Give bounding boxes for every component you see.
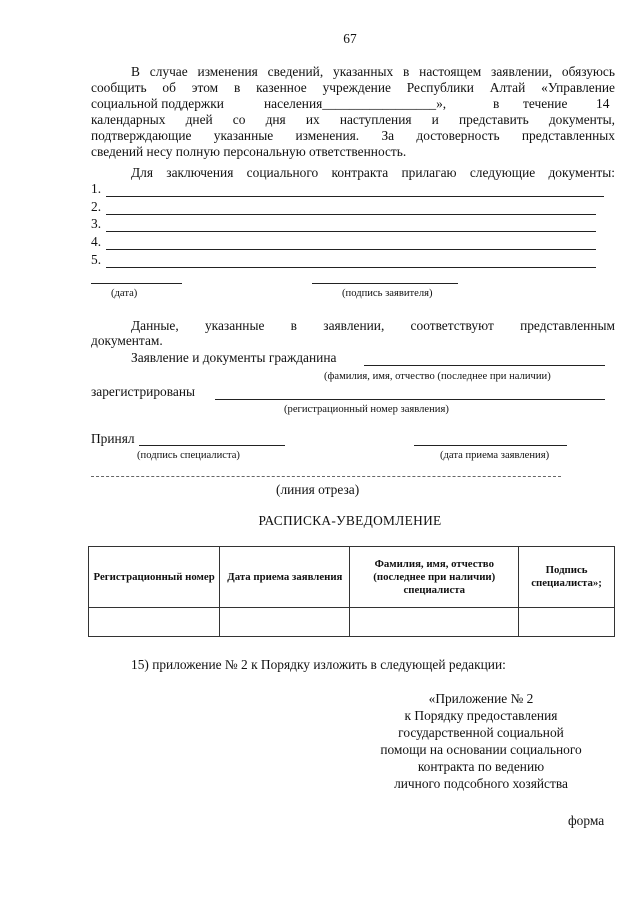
signature-line bbox=[312, 283, 458, 284]
paragraph1-line1: В случае изменения сведений, указанных в настоящем заявлении, обязуюсь bbox=[131, 64, 615, 79]
table-row bbox=[89, 608, 615, 637]
document-item-line bbox=[106, 231, 596, 232]
paragraph1-line5: подтверждающие указанные изменения. За достоверность представленных bbox=[91, 128, 615, 143]
receipt-table bbox=[88, 546, 615, 637]
registered-label: зарегистрированы bbox=[91, 384, 195, 399]
header-cell-signature: Подпись специалиста»; bbox=[519, 547, 615, 608]
document-item-line bbox=[106, 249, 596, 250]
paragraph1-line4: календарных дней со дня их наступления и представить документы, bbox=[91, 112, 615, 127]
table-header-row bbox=[89, 547, 615, 608]
header-cell-fio: Фамилия, имя, отчество (последнее при наличии) специалиста bbox=[350, 547, 519, 608]
document-item-line bbox=[106, 214, 596, 215]
applicant-name-line bbox=[364, 365, 605, 366]
paragraph2-line2: документам. bbox=[91, 333, 163, 348]
date-line bbox=[91, 283, 182, 284]
specialist-caption: (подпись специалиста) bbox=[137, 450, 240, 461]
appendix-line: помощи на основании социального bbox=[380, 742, 582, 757]
cut-line bbox=[91, 476, 561, 477]
document-item-number: 1. bbox=[91, 181, 102, 196]
paragraph1-line6: сведений несу полную персональную ответственность. bbox=[91, 144, 407, 159]
table-cell bbox=[220, 608, 350, 637]
signature-caption: (подпись заявителя) bbox=[342, 288, 433, 299]
form-label: форма bbox=[568, 813, 605, 828]
appendix-line: к Порядку предоставления bbox=[404, 708, 558, 723]
document-item-line bbox=[106, 196, 604, 197]
amendment-text: 15) приложение № 2 к Порядку изложить в следующей редакции: bbox=[131, 657, 506, 672]
document-item-number: 2. bbox=[91, 199, 102, 214]
appendix-line: государственной социальной bbox=[398, 725, 564, 740]
regnum-line bbox=[215, 399, 605, 400]
page-number: 67 bbox=[343, 31, 357, 46]
document-item-line bbox=[106, 267, 596, 268]
documents-intro: Для заключения социального контракта прилагаю следующие документы: bbox=[131, 165, 615, 180]
accept-date-caption: (дата приема заявления) bbox=[440, 450, 550, 461]
paragraph1-line3-e: 14 bbox=[596, 96, 610, 111]
appendix-line: контракта по ведению bbox=[417, 759, 545, 774]
document-item-number: 3. bbox=[91, 216, 102, 231]
appendix-line: «Приложение № 2 bbox=[428, 691, 534, 706]
table-cell bbox=[89, 608, 220, 637]
document-item-number: 4. bbox=[91, 234, 102, 249]
table-cell bbox=[350, 608, 519, 637]
specialist-signature-line bbox=[139, 445, 285, 446]
accept-date-line bbox=[414, 445, 567, 446]
paragraph1-line3-b: населения_________________», bbox=[264, 96, 447, 111]
applicant-label: Заявление и документы гражданина bbox=[131, 350, 337, 365]
header-cell-date: Дата приема заявления bbox=[220, 547, 350, 608]
paragraph2-line1: Данные, указанные в заявлении, соответствуют представленным bbox=[131, 318, 615, 333]
receipt-title: РАСПИСКА-УВЕДОМЛЕНИЕ bbox=[258, 513, 442, 528]
document-item-number: 5. bbox=[91, 252, 102, 267]
paragraph1-line2: сообщить об этом в казенное учреждение Республики Алтай «Управление bbox=[91, 80, 615, 95]
appendix-line: личного подсобного хозяйства bbox=[394, 776, 568, 791]
paragraph1-line3-d: течение bbox=[523, 96, 568, 111]
cut-line-caption: (линия отреза) bbox=[276, 482, 360, 497]
paragraph1-line3-c: в bbox=[493, 96, 500, 111]
date-caption: (дата) bbox=[111, 288, 138, 299]
paragraph1-line3-a: социальной поддержки bbox=[91, 96, 224, 111]
table-cell bbox=[519, 608, 615, 637]
fio-caption: (фамилия, имя, отчество (последнее при наличии) bbox=[324, 371, 551, 382]
accepted-label: Принял bbox=[91, 431, 135, 446]
regnum-caption: (регистрационный номер заявления) bbox=[284, 404, 449, 415]
header-cell-regnum: Регистрационный номер bbox=[89, 547, 220, 608]
